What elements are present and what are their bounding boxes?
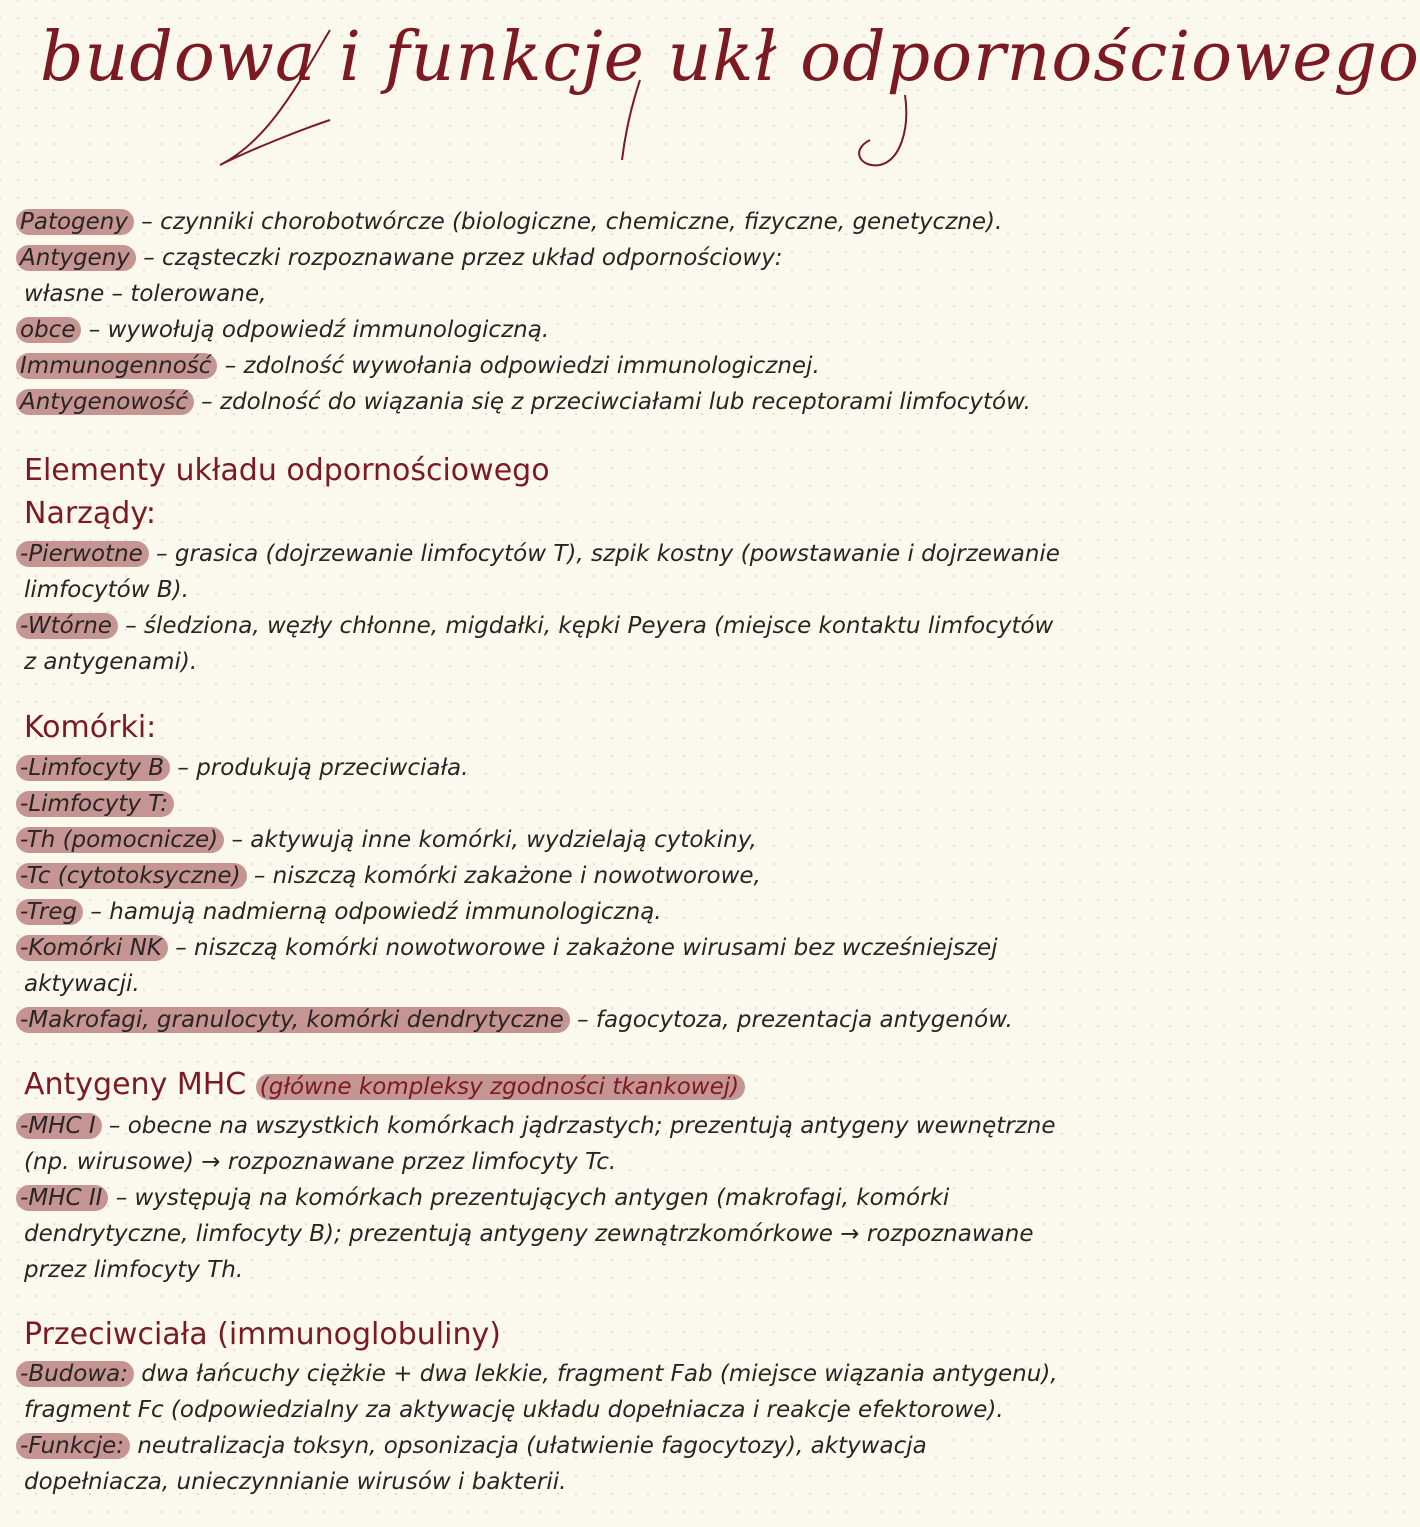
list-item	[24, 1428, 1070, 1500]
list-item	[24, 536, 1070, 608]
term-highlight: - Pierwotne	[16, 541, 149, 567]
section-heading: Przeciwciała (immunoglobuliny)	[24, 1317, 501, 1352]
term-highlight: - Tc (cytotoksyczne)	[16, 863, 247, 889]
definition-line	[20, 204, 1070, 240]
list-item	[24, 822, 1070, 858]
item-text: – występują na komórkach prezentujących antygen (makrofagi, komórki dendrytyczne, limfocyty B); prezentują antygeny zewnątrzkomórkowe → rozpoznawane przez limfocyty Th.	[24, 1185, 1034, 1283]
definition-text: własne – tolerowane,	[24, 281, 267, 307]
definition-line	[24, 276, 1070, 312]
term-highlight: obce	[16, 317, 81, 343]
item-text: neutralizacja toksyn, opsonizacja (ułatwienie fagocytozy), aktywacja dopełniacza, unieczynnianie wirusów i bakterii.	[24, 1433, 927, 1495]
definition-line	[20, 312, 1070, 348]
item-text: – niszczą komórki zakażone i nowotworowe,	[246, 863, 761, 889]
term-highlight: - MHC I	[16, 1113, 102, 1139]
term-highlight: Immunogenność	[16, 353, 217, 379]
section-heading	[24, 1064, 1070, 1108]
term-highlight: - Funkcje:	[16, 1433, 130, 1459]
mhc-note-highlight: (główne kompleksy zgodności tkankowej)	[256, 1074, 745, 1100]
definition-text: – zdolność wywołania odpowiedzi immunologicznej.	[217, 353, 820, 379]
item-text: dwa łańcuchy ciężkie + dwa lekkie, fragment Fab (miejsce wiązania antygenu), fragment Fc (odpowiedzialny za aktywację układu dopełniacza i reakcje efektorowe).	[24, 1361, 1058, 1423]
list-item	[24, 608, 1070, 680]
list-item	[24, 786, 1070, 822]
elements-section	[24, 450, 1070, 1038]
item-text: – obecne na wszystkich komórkach jądrzastych; prezentują antygeny wewnętrzne (np. wirusowe) → rozpoznawane przez limfocyty Tc.	[24, 1113, 1056, 1175]
definition-text: – cząsteczki rozpoznawane przez układ odpornościowy:	[135, 245, 783, 271]
term-highlight: - Limfocyty T:	[16, 791, 174, 817]
definition-text: – zdolność do wiązania się z przeciwciałami lub receptorami limfocytów.	[193, 389, 1031, 415]
item-text: – produkują przeciwciała.	[170, 755, 469, 781]
mhc-section	[24, 1064, 1070, 1288]
list-item	[24, 750, 1070, 786]
term-highlight: - MHC II	[16, 1185, 108, 1211]
term-highlight: - Th (pomocnicze)	[16, 827, 224, 853]
item-text: – śledziona, węzły chłonne, migdałki, kępki Peyera (miejsce kontaktu limfocytów z antygenami).	[24, 613, 1054, 675]
term-highlight: Patogeny	[16, 209, 134, 235]
term-highlight: - Wtórne	[16, 613, 118, 639]
item-text: – fagocytoza, prezentacja antygenów.	[569, 1007, 1013, 1033]
item-text: – hamują nadmierną odpowiedź immunologiczną.	[83, 899, 662, 925]
term-highlight: - Komórki NK	[16, 935, 168, 961]
item-text: – grasica (dojrzewanie limfocytów T), szpik kostny (powstawanie i dojrzewanie limfocytów B).	[24, 541, 1060, 603]
term-highlight: - Makrofagi, granulocyty, komórki dendrytyczne	[16, 1007, 570, 1033]
term-highlight: - Budowa:	[16, 1361, 134, 1387]
definitions-section	[20, 204, 1070, 420]
section-heading: Elementy układu odpornościowego	[24, 453, 550, 488]
list-item	[24, 858, 1070, 894]
list-item	[24, 1180, 1070, 1288]
definition-text: – wywołują odpowiedź immunologiczną.	[81, 317, 550, 343]
page-title: budowa i funkcje ukł odpornościowego	[40, 18, 1420, 97]
item-text: – niszczą komórki nowotworowe i zakażone wirusami bez wcześniejszej aktywacji.	[24, 935, 998, 997]
definition-line	[20, 384, 1070, 420]
term-highlight: - Treg	[16, 899, 83, 925]
item-text: – aktywują inne komórki, wydzielają cytokiny,	[224, 827, 757, 853]
mhc-heading: Antygeny MHC	[24, 1067, 247, 1102]
subsection-heading-organs: Narządy:	[24, 496, 157, 531]
list-item	[24, 1002, 1070, 1038]
list-item	[24, 1356, 1070, 1428]
subsection-heading-cells: Komórki:	[24, 710, 157, 745]
term-highlight: Antygenowość	[16, 389, 194, 415]
list-item	[24, 1108, 1070, 1180]
definition-line	[20, 240, 1070, 276]
list-item	[24, 930, 1070, 1002]
list-item	[24, 894, 1070, 930]
term-highlight: Antygeny	[16, 245, 136, 271]
antibodies-section	[24, 1314, 1070, 1500]
definition-line	[20, 348, 1070, 384]
definition-text: – czynniki chorobotwórcze (biologiczne, chemiczne, fizyczne, genetyczne).	[134, 209, 1003, 235]
term-highlight: - Limfocyty B	[16, 755, 170, 781]
notes-body	[20, 204, 1070, 1500]
